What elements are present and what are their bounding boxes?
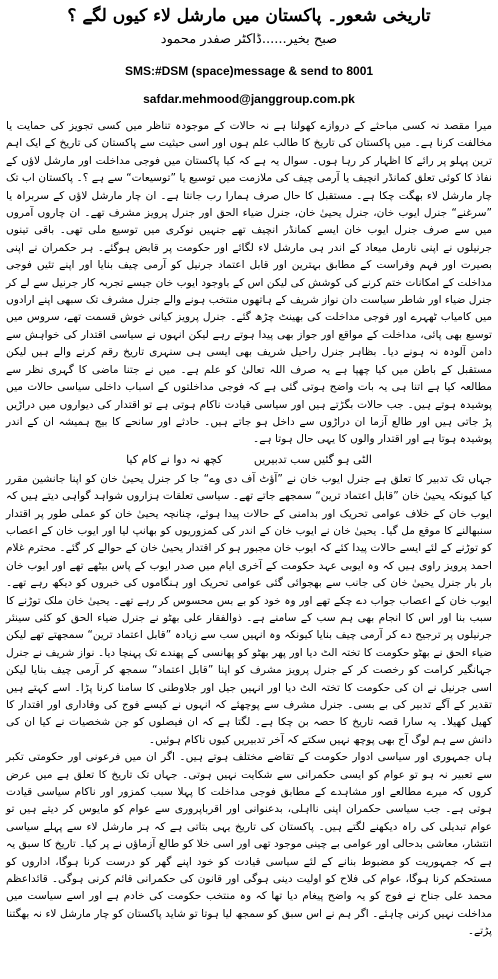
article-body xyxy=(6,118,492,941)
article-title: تاریخی شعور۔ پاکستان میں مارشل لاء کیوں لگے ؟ xyxy=(67,6,431,26)
body-paragraph-2: جہاں تک تدبیر کا تعلق ہے جنرل ایوب خان نے ”آؤٹ آف دی وے“ جا کر جنرل یحییٰ خان کو اپنا جانشین مقرر کیا کیونکہ یحییٰ خان ”قابل اعتماد ترین“ سمجھے جاتے تھے۔ سیاسی تعلقات ہزاروں شواہد گواہی دیتے ہیں کہ ایوب خان کے خلاف عوامی تحریک اور بدامنی کے حالات پیدا ہوئے، چنانچہ یحییٰ خان کو عملی طور پر اقتدار سنبھالنے کا موقع مل گیا۔ یحییٰ خان نے ایوب خان کے اندر کی کمزوریوں کو بھانپ لیا اور ایوب خان کے اعصاب کو توڑنے کے لئے ایسے حالات پیدا کئے کہ ایوب خان مجبور ہو کر اقتدار یحییٰ خان کے حوالے کر گئے۔ محترم غلام احمد پرویز راوی ہیں کہ وہ ایوبی عہد حکومت کے آخری ایام میں صدر ایوب کے پاس بیٹھے تھے اور ایوب خان بار بار جنرل یحییٰ خان کی جانب سے بھجوائی گئی عوامی تحریک اور ہنگاموں کی خبروں کو دیکھ رہے تھے۔ ایوب خان کے اعصاب جواب دے چکے تھے اور وہ خود کو بے بس محسوس کر رہے تھے۔ یحییٰ خان ملک توڑنے کا سبب بنا اور اس کا انجام بھی ہم سب کے سامنے ہے۔ ذوالفقار علی بھٹو نے جنرل ضیاء الحق کو کئی سینئر جرنیلوں پر ترجیح دے کر آرمی چیف بنایا کیونکہ وہ انہیں سب سے زیادہ ”قابل اعتماد ترین“ سمجھتے تھے لیکن ضیاء الحق نے بھٹو حکومت کا تختہ الٹ دیا اور پھر بھٹو کو پھانسی کے پھندے تک پہنچا دیا۔ نواز شریف نے جنرل جہانگیر کرامت کو رخصت کر کے جنرل پرویز مشرف کو اپنا ”قابل اعتماد“ سمجھ کر آرمی چیف بنایا لیکن اسی جرنیل نے ان کی حکومت کا تختہ الٹ دیا اور انہیں جیل اور جلاوطنی کا سامنا کرنا پڑا۔ اسے کہتے ہیں تقدیر کے آگے تدبیر کی بے بسی۔ جنرل مشرف سے پوچھئے کہ انہوں نے کیسے فوج کی وفاداری اور اقتدار کا کھیل کھیلا۔ یہ سارا قصہ تاریخ کا حصہ بن چکا ہے۔ لگتا ہے کہ ان فیصلوں کو جن شخصیات نے کیا ان کی دانش سے ہم لوگ آج بھی پوچھ نہیں سکتے کہ آخر تدبیریں کیوں ناکام ہوئیں۔ xyxy=(6,472,492,746)
sms-instruction: SMS:#DSM (space)message & send to 8001 xyxy=(124,64,374,78)
poetry-couplet xyxy=(6,451,492,469)
body-paragraph-1: میرا مقصد نہ کسی مباحثے کے دروازے کھولنا ہے نہ حالات کے موجودہ تناظر میں کسی تجویز کی حمایت یا مخالفت کرنا ہے۔ میں پاکستان کی تاریخ کا طالب علم ہوں اور اسی حیثیت سے پاکستان کی تاریخ کے ایک اہم ترین پہلو پر رائے کا اظہار کر رہا ہوں۔ سوال یہ ہے کہ کیا پاکستان میں فوجی مداخلت اور مارشل لاؤں کے نفاذ کا کوئی تعلق کمانڈر انچیف یا آرمی چیف کی ملازمت میں توسیع یا ”توسیعات“ سے ہے ؟۔ پاکستان اب تک چار مارشل لاء بھگت چکا ہے۔ مستقبل کا حال صرف ہمارا رب جانتا ہے۔ ان چار مارشل لاؤں کے سربراہ یا ”سرغنے“ جنرل ایوب خان، جنرل یحییٰ خان، جنرل ضیاء الحق اور جنرل پرویز مشرف تھے۔ ان چاروں آمروں میں سے صرف جنرل ایوب خان ایسے کمانڈر انچیف تھے جنہیں نوکری میں توسیع ملی تھی۔ باقی تینوں جرنیلوں نے اپنی نارمل میعاد کے اندر ہی مارشل لاء لگائے اور حکومت پر قابض ہوگئے۔ ہر حکمران نے اپنی بصیرت اور فہم وفراست کے مطابق بہترین اور قابل اعتماد جرنیل کو آرمی چیف بنایا اور اپنے تئیں فوجی مداخلت کے امکانات ختم کرنے کی کوشش کی لیکن اس کے باوجود ایوب خان جیسے تجربہ کار جرنیل سے لے کر جنرل ضیاء اور شاطر سیاست دان نواز شریف کے ہاتھوں منتخب ہونے والے جنرل مشرف تک سبھی اپنے ارادوں میں کامیاب ٹھہرے اور فوجی مداخلت کی بھینٹ چڑھ گئے۔ جنرل پرویز کیانی خوش قسمت تھے، سروس میں توسیع بھی پائی، مداخلت کے مواقع اور جواز بھی پیدا ہوتے رہے لیکن انہوں نے سیاسی اقتدار کی خواہش سے دامن آلودہ نہ ہونے دیا۔ بظاہر جنرل راحیل شریف بھی ایسی ہی سنہری تاریخ رقم کرنے والے ہیں لیکن مستقبل کے باطن میں کیا چھپا ہے یہ صرف اللہ تعالیٰ کو علم ہے۔ میں نے جتنا ماضی کا گہری نظر سے مطالعہ کیا ہے اتنا ہی یہ بات واضح ہوتی گئی ہے کہ فوجی مداخلتوں کے اسباب داخلی سیاسی حالات میں پوشیدہ ہوتے ہیں۔ جب حالات بگڑتے ہیں اور سیاسی قیادت ناکام ہوتی ہے تو اقتدار کی دیواروں میں دراڑیں پڑ جاتی ہیں اور طالع آزما ان دراڑوں سے داخل ہو جاتے ہیں۔ حادثے اور سانحے کا بیج ہمیشہ ان کے اندر پوشیدہ ہوتا ہے اور اقتدار والوں کا یہی حال ہوتا ہے۔ xyxy=(6,120,492,446)
couplet-line-1: الٹی ہو گئیں سب تدبیریں xyxy=(253,452,372,466)
author-email: safdar.mehmood@janggroup.com.pk xyxy=(143,92,355,106)
body-paragraph-3: ہاں جمہوری اور سیاسی ادوار حکومت کے تقاضے مختلف ہوتے ہیں۔ اگر ان میں فرعونی اور حکومتی تکبر سے تعبیر نہ ہو تو عوام کو ایسی حکمرانی سے شکایت نہیں ہوتی۔ جہاں تک تاریخ کا تعلق ہے میں عرض کروں کہ میرے مطالعے اور مشاہدے کے مطابق فوجی مداخلت کا پہلا سبب کمزور اور ناکام سیاسی قیادت ہوتی ہے۔ جب سیاسی حکمران اپنی نااہلی، بدعنوانی اور اقرباپروری سے عوام کو مایوس کر دیتے ہیں تو عوام تبدیلی کی راہ دیکھنے لگتے ہیں۔ پاکستان کی تاریخ یہی بتاتی ہے کہ ہر مارشل لاء سے پہلے سیاسی انتشار، معاشی بدحالی اور عوامی بے چینی موجود تھی اور اسی خلا کو طالع آزماؤں نے پر کیا۔ تاریخ کا سبق یہ ہے کہ جمہوریت کو مضبوط بنانے کے لئے سیاسی قیادت کو خود اپنے گھر کو درست کرنا ہوگا، اداروں کو مستحکم کرنا ہوگا، عوام کی فلاح کو اولیت دینی ہوگی اور قانون کی حکمرانی قائم کرنی ہوگی۔ قائداعظم محمد علی جناح نے فوج کو یہ واضح پیغام دیا تھا کہ وہ منتخب حکومت کی خادم ہے اور اسے سیاست میں مداخلت نہیں کرنی چاہئے۔ اگر ہم نے اس سبق کو سمجھ لیا ہوتا تو شاید پاکستان کو چار مارشل لاء نہ بھگتنا پڑتے۔ xyxy=(6,751,492,938)
article-byline: صبح بخیر......ڈاکٹر صفدر محمود xyxy=(160,32,338,47)
couplet-line-2: کچھ نہ دوا نے کام کیا xyxy=(126,452,223,466)
